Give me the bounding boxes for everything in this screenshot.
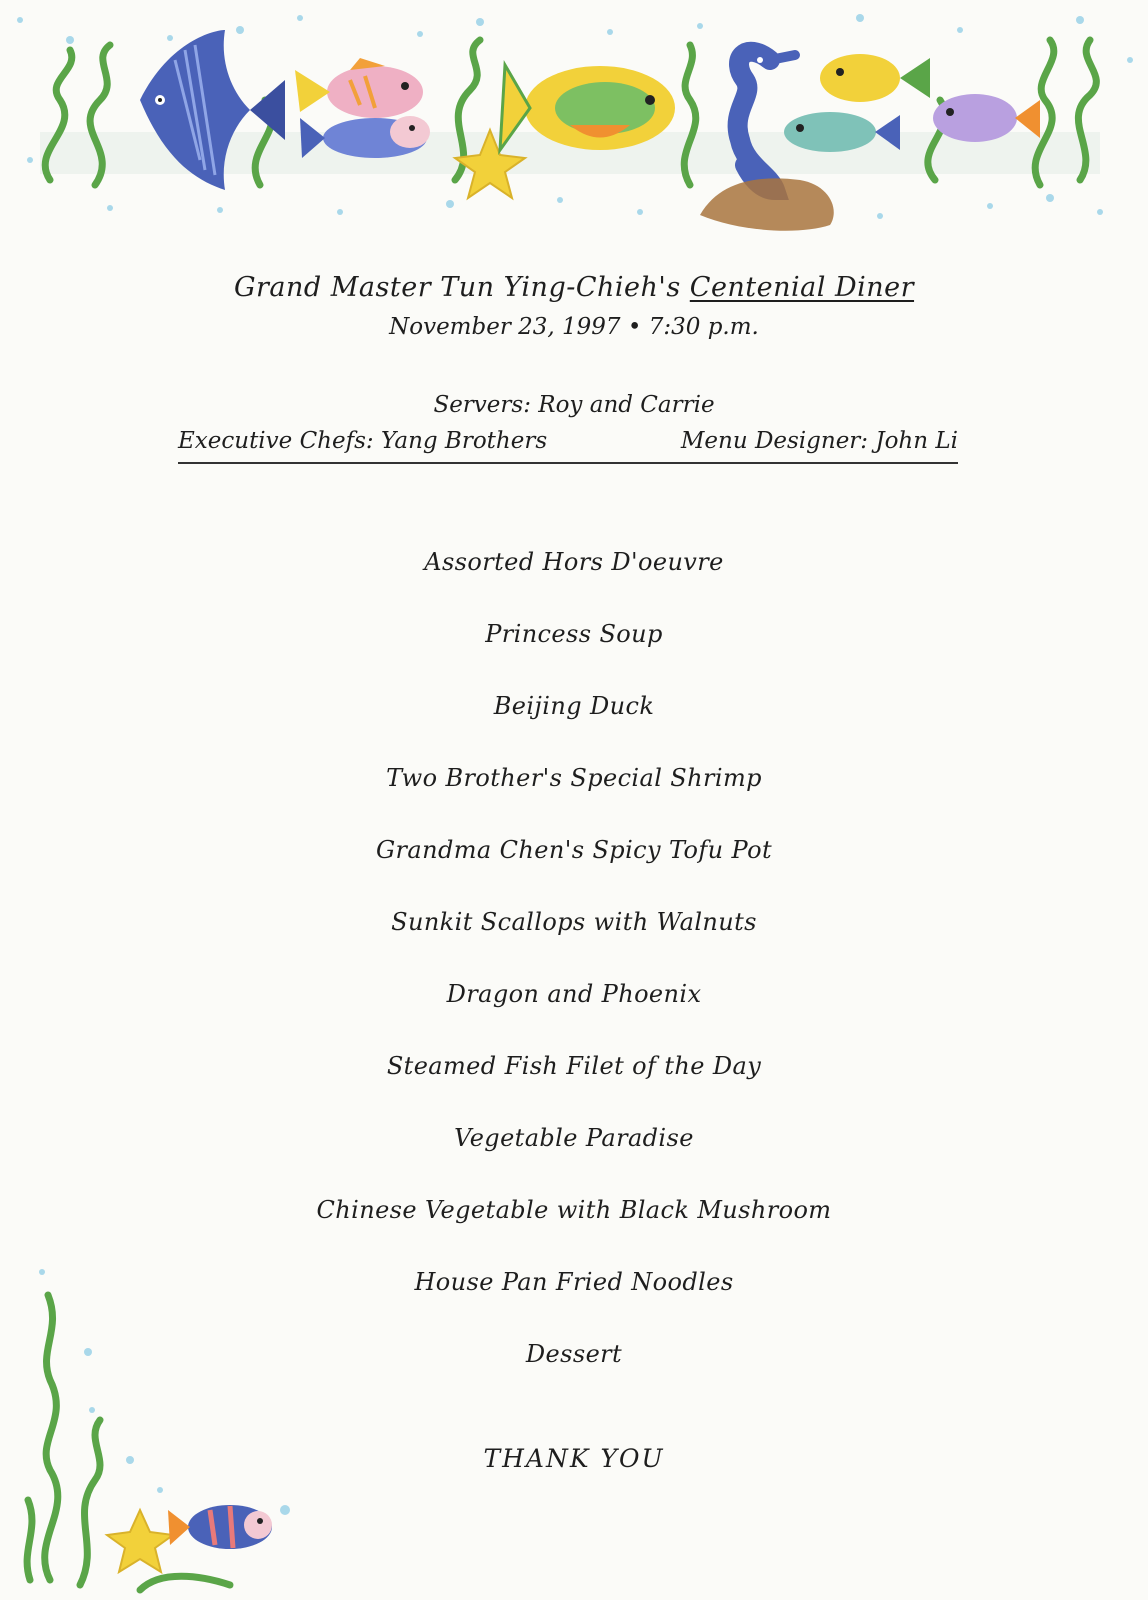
menu-designer: Menu Designer: John Li [680,428,958,454]
menu-item: Vegetable Paradise [454,1124,694,1152]
executive-chefs: Executive Chefs: Yang Brothers [178,428,548,454]
menu-item: Assorted Hors D'oeuvre [424,548,724,576]
title-prefix: Grand Master Tun Ying-Chieh's [233,272,681,303]
servers-line: Servers: Roy and Carrie [433,392,715,418]
starfish-icon [107,1510,173,1572]
menu-item: Chinese Vegetable with Black Mushroom [316,1196,832,1224]
menu-item: Dragon and Phoenix [446,980,702,1008]
menu-item: House Pan Fried Noodles [414,1268,734,1296]
menu-item: Two Brother's Special Shrimp [386,764,762,792]
menu-item: Dessert [525,1340,623,1368]
menu-item: Princess Soup [485,620,663,648]
fish-icon [168,1505,272,1549]
thank-you-text: THANK YOU [483,1444,665,1473]
menu-item: Steamed Fish Filet of the Day [386,1052,762,1080]
bubbles-icon [39,1269,290,1515]
title-event: Centenial Diner [689,272,915,303]
menu-item: Sunkit Scallops with Walnuts [391,908,757,936]
rock-icon [700,178,834,230]
fish-icon [820,54,930,102]
menu-item: Grandma Chen's Spicy Tofu Pot [375,836,773,864]
menu-item: Beijing Duck [493,692,655,720]
bottom-corner-decoration [0,0,320,1600]
event-date: November 23, 1997 • 7:30 p.m. [389,314,759,340]
